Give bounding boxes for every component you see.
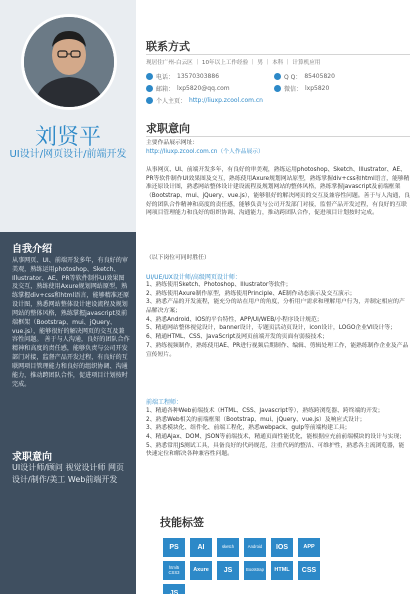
divider (146, 136, 410, 137)
skill-tag: IOS (271, 538, 293, 557)
avatar (21, 14, 117, 110)
wechat-icon (274, 85, 281, 92)
ui-skill-list (146, 281, 410, 359)
skill-tag: PS (163, 538, 185, 557)
wechat-label: 微信： (284, 86, 303, 93)
list-item: 5、熟悉常用JS测试工具，具备良好的代码规范，注重代码的整洁、可维护性，熟悉各主流浏览器，能快速定位和解决各种兼容性问题。 (146, 442, 405, 458)
skill-tag: HTML (271, 561, 293, 580)
intent-summary: 从事网页、UI、前端开发多年，有良好的审美观，熟练运用photoshop、Sketch、Illustrator、AE、PR等软件制作UI效果图及交互，熟练使用Axure规划网站原型，熟练掌握div+css和html语言，能够精准还原设计图，熟悉网站整体设计建设流程及规划网站的整体风格，熟练掌握javascript及前端框架（Bootstrap、mui、jQuery、vue.js），能够很好的解决网页的交互及兼容性问题。善于与人沟通，良好的团队合作精神和高度的责任感，能够负责与公司开发部门对接，监督产品开发过程，有良好的互联网项目管理能力和良好的组织协调、沟通能力，推动跨团队合作，促进项目计划按时完成。 (146, 167, 410, 217)
intent-note: （以下岗位可同时胜任） (146, 255, 210, 261)
skill-tag: JS (217, 561, 239, 580)
mail-icon (146, 85, 153, 92)
list-item: 2、熟悉Web相关的前端框架（Bootstrap、mui、jQuery、vue.js）及响应式设计； (146, 416, 366, 423)
qq-label: Q Q： (284, 74, 302, 81)
list-item: 3、熟悉模块化、组件化、前端工程化，熟悉webpack、gulp等前端构建工具； (146, 425, 351, 432)
list-item: 1、熟练使用Sketch、Photoshop、Illustrator等软件； (146, 282, 292, 288)
list-item: 5、精通网站整体视觉设计，banner设计，专题页活动页设计，icon设计，LOGO企业VI设计等； (146, 325, 396, 332)
skill-tag: Bootstrap (244, 561, 266, 580)
person-name: 刘贤平 (34, 125, 101, 150)
contact-row-2 (146, 84, 406, 96)
email-item[interactable] (146, 84, 230, 93)
list-item: 2、熟练使用Axure制作原型，熟练使用Principle、AE制作动态演示及交互演示； (146, 290, 356, 297)
skill-tag: sketch (217, 538, 239, 557)
portfolio-link[interactable]: http://liuxp.zcool.com.cn（个人作品展示） (146, 149, 264, 155)
qq-item (274, 72, 335, 81)
list-item: 4、熟悉Android、IOS的平台特性，APP/UI/WEB/小程序设计规范； (146, 316, 323, 323)
qq-icon (274, 73, 281, 80)
phone-icon (146, 73, 153, 80)
homepage-link[interactable]: http://liuxp.zcool.com.cn (189, 97, 263, 104)
portrait-photo (24, 17, 114, 107)
divider (146, 54, 410, 55)
homepage-item[interactable] (146, 96, 263, 105)
ui-section-title: UI/UE/UX设计师/高级网页设计师： (146, 274, 241, 281)
homepage-label: 个人主页： (156, 98, 187, 105)
wechat-value: lxp5820 (305, 85, 330, 92)
job-intent-title: 求职意向 (146, 122, 190, 135)
email-value[interactable]: lxp5820@qq.com (177, 85, 230, 92)
person-role: UI设计/网页设计/前端开发 (9, 149, 127, 160)
portfolio-label: 主要作品展示网址： (146, 140, 199, 146)
list-item: 3、熟悉产品的开发流程，能充分的站在用户的角度，分析用户需求和理解用户行为，并制定相应的产品解决方案； (146, 299, 405, 315)
self-intro-body: 从事网页、UI、前端开发多年，有良好的审美观，熟练运用photoshop、Sketch、Illustrator、AE、PR等软件制作UI效果图及交互，熟练使用Axure规划网站原型，熟练掌握div+css和html语言，能够精准还原设计图，熟悉网站整体设计建设流程及规划网站的整体风格，熟练掌握javascript及前端框架（Bootstrap、mui、jQuery、vue.js），能够很好的解决网页的交互及兼容性问题。 善于与人沟通，良好的团队合作精神和高度的责任感，能够负责与公司开发部门对接，监督产品开发过程，有良好的互联网项目管理能力和良好的组织协调、沟通能力，推动跨团队合作，促进项目计划按时完成。 (12, 257, 130, 388)
skill-tag: Axure (190, 561, 212, 580)
qq-value: 85405820 (304, 73, 335, 80)
skills-title: 技能标签 (160, 516, 204, 529)
list-item: 7、熟练视频制作，熟练使用AE、PR进行视频后期制作、编辑、剪辑处理工作，能熟练制作企业及产品宣传短片。 (146, 342, 409, 358)
job-intent-left-body: UI设计师/顾问 视觉设计师 网页设计/制作/美工 Web前端开发 (12, 463, 124, 485)
list-item: 6、精通HTML、CSS、JavaScript及网页前端开发的页面有弱接技术； (146, 334, 329, 341)
skill-tag: Android (244, 538, 266, 557)
home-icon (146, 97, 153, 104)
skill-tags (163, 538, 343, 594)
email-label: 邮箱： (156, 86, 175, 93)
self-intro-title: 自我介绍 (12, 244, 52, 255)
skill-tag: APP (298, 538, 320, 557)
list-item: 4、精通Ajax、DOM、JSON等前端技术，精通页面性能优化，能根据应充前前端模块的设计与实现； (146, 434, 406, 441)
skill-tag: AI (190, 538, 212, 557)
contact-title: 联系方式 (146, 40, 190, 53)
contact-summary: 现居住广州-白云区 ｜ 10年以上工作经验 ｜ 男 ｜ 本科 ｜ 计算机应用 (146, 60, 321, 66)
phone-item (146, 72, 219, 81)
phone-value: 13570303886 (177, 73, 220, 80)
wechat-item (274, 84, 329, 93)
skill-tag: html5 CSS3 (163, 561, 185, 580)
list-item: 1、精通各种Web前端技术（HTML、CSS、Javascript等），熟练跨浏览器、跨终端的开发； (146, 408, 384, 414)
fe-section-title: 前端工程师： (146, 399, 183, 406)
skill-tag: CSS (298, 561, 320, 580)
skill-tag: JS (163, 584, 185, 594)
contact-row-1 (146, 72, 406, 84)
phone-label: 电话： (156, 74, 175, 81)
fe-skill-list (146, 407, 410, 459)
contact-row-3 (146, 96, 406, 108)
job-intent-left-title: 求职意向 (12, 452, 52, 463)
